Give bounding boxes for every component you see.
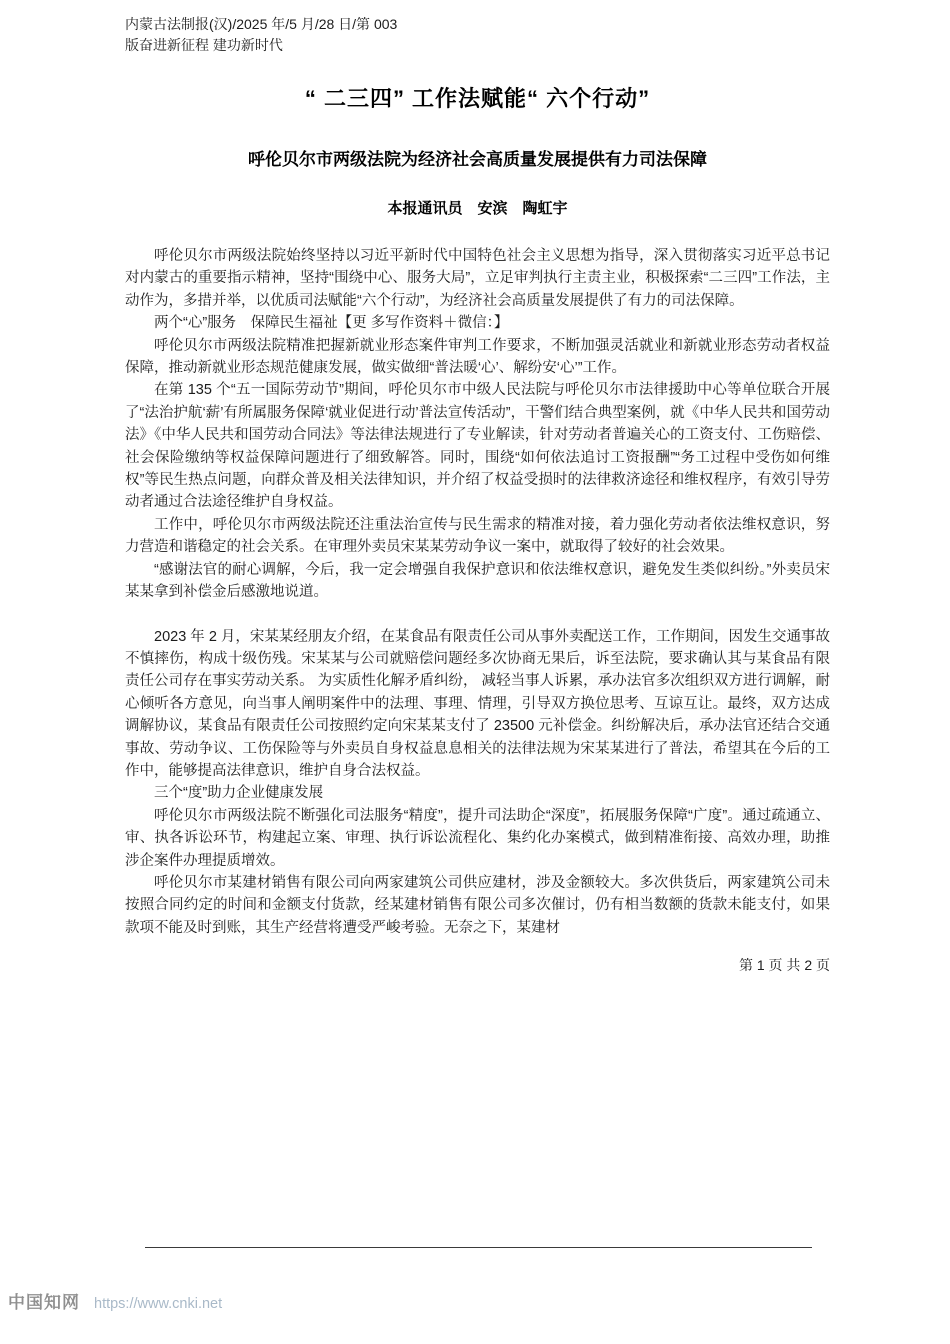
paragraph: 2023 年 2 月，宋某某经朋友介绍，在某食品有限责任公司从事外卖配送工作，工作期间，因发生交通事故不慎摔伤，构成十级伤残。宋某某与公司就赔偿问题经多次协商无果后，诉至法院，要求确认其与某食品有限责任公司存在事实劳动关系。 为实质性化解矛盾纠纷， 减轻当事人诉累，承办法官多次组织双方进行调解，耐心倾听各方意见，向当事人阐明案件中的法理、事理、情理，引导双方换位思考、互谅互让。最终，双方达成调解协议，某食品有限责任公司按照约定向宋某某支付了 23500 元补偿金。纠纷解决后，承办法官还结合交通事故、劳动争议、工伤保险等与外卖员自身权益息息相关的法律法规为宋某某进行了普法，希望其在今后的工作中，能够提高法律意识，维护自身合法权益。 [125,628,830,779]
paragraph: 工作中，呼伦贝尔市两级法院还注重法治宣传与民生需求的精准对接，着力强化劳动者依法维权意识，努力营造和谐稳定的社会关系。在审理外卖员宋某某劳动争议一案中，就取得了较好的社会效果。 [125,516,830,556]
article-subtitle: 呼伦贝尔市两级法院为经济社会高质量发展提供有力司法保障 [248,150,707,169]
publication-header [125,14,830,56]
paragraph: 三个“度”助力企业健康发展 [154,785,324,802]
paragraph: 呼伦贝尔市两级法院始终坚持以习近平新时代中国特色社会主义思想为指导，深入贯彻落实习近平总书记对内蒙古的重要指示精神，坚持“围绕中心、服务大局”，立足审判执行主责主业，积极探索“二三四”工作法，主动作为，多措并举，以优质司法赋能“六个行动”，为经济社会高质量发展提供了有力的司法保障。 [125,248,830,309]
paragraph: 两个“心”服务 保障民生福祉【更 多写作资料＋微信：】 [154,315,509,332]
cnki-logo-text: 中国知网 [8,1293,80,1312]
paragraph: “感谢法官的耐心调解，今后，我一定会增强自我保护意识和依法维权意识，避免发生类似纠纷。”外卖员宋某某拿到补偿金后感激地说道。 [125,561,830,601]
cnki-url-link[interactable]: https://www.cnki.net [94,1296,223,1312]
paragraph: 呼伦贝尔市两级法院精准把握新就业形态案件审判工作要求，不断加强灵活就业和新就业形态劳动者权益保障，推动新就业形态规范健康发展，做实做细“普法暖‘心’、解纷安‘心’”工作。 [125,337,830,377]
publication-info-line1: 内蒙古法制报(汉)/2025 年/5 月/28 日/第 003 [125,16,398,32]
paragraph: 呼伦贝尔市两级法院不断强化司法服务“精度”，提升司法助企“深度”，拓展服务保障“广度”。通过疏通立、审、执各诉讼环节，构建起立案、审理、执行诉讼流程化、集约化办案模式，做到精准衔接、高效办理，助推涉企案件办理提质增效。 [125,807,830,869]
cnki-watermark [8,1288,222,1313]
footer-divider [145,1247,812,1248]
paragraph: 在第 135 个“五一国际劳动节”期间，呼伦贝尔市中级人民法院与呼伦贝尔市法律援助中心等单位联合开展了“法治护航‘薪’有所属服务保障‘就业促进行动’普法宣传活动”，干警们结合典型案例，就《中华人民共和国劳动法》《中华人民共和国劳动合同法》等法律法规进行了专业解读，针对劳动者普遍关心的工资支付、工伤赔偿、社会保险缴纳等权益保障问题进行了细致解答。同时，围绕“如何依法追讨工资报酬”“务工过程中受伤如何维权”等民生热点问题，向群众普及相关法律知识，并介绍了权益受损时的法律救济途径和维权程序，有效引导劳动者通过合法途径维护自身权益。 [125,382,830,511]
page-number: 第 1 页 共 2 页 [738,957,830,974]
article-body [125,245,830,939]
article-title: “ 二三四” 工作法赋能“ 六个行动” [304,86,651,111]
article-byline: 本报通讯员 安滨 陶虹宇 [387,200,568,217]
paragraph: 呼伦贝尔市某建材销售有限公司向两家建筑公司供应建材，涉及金额较大。多次供货后，两家建筑公司未按照合同约定的时间和金额支付货款，经某建材销售有限公司多次催讨，仍有相当数额的货款未能支付，如果款项不能及时到账，其生产经营将遭受严峻考验。无奈之下，某建材 [125,874,830,936]
publication-info-line2: 版奋进新征程 建功新时代 [125,37,283,53]
